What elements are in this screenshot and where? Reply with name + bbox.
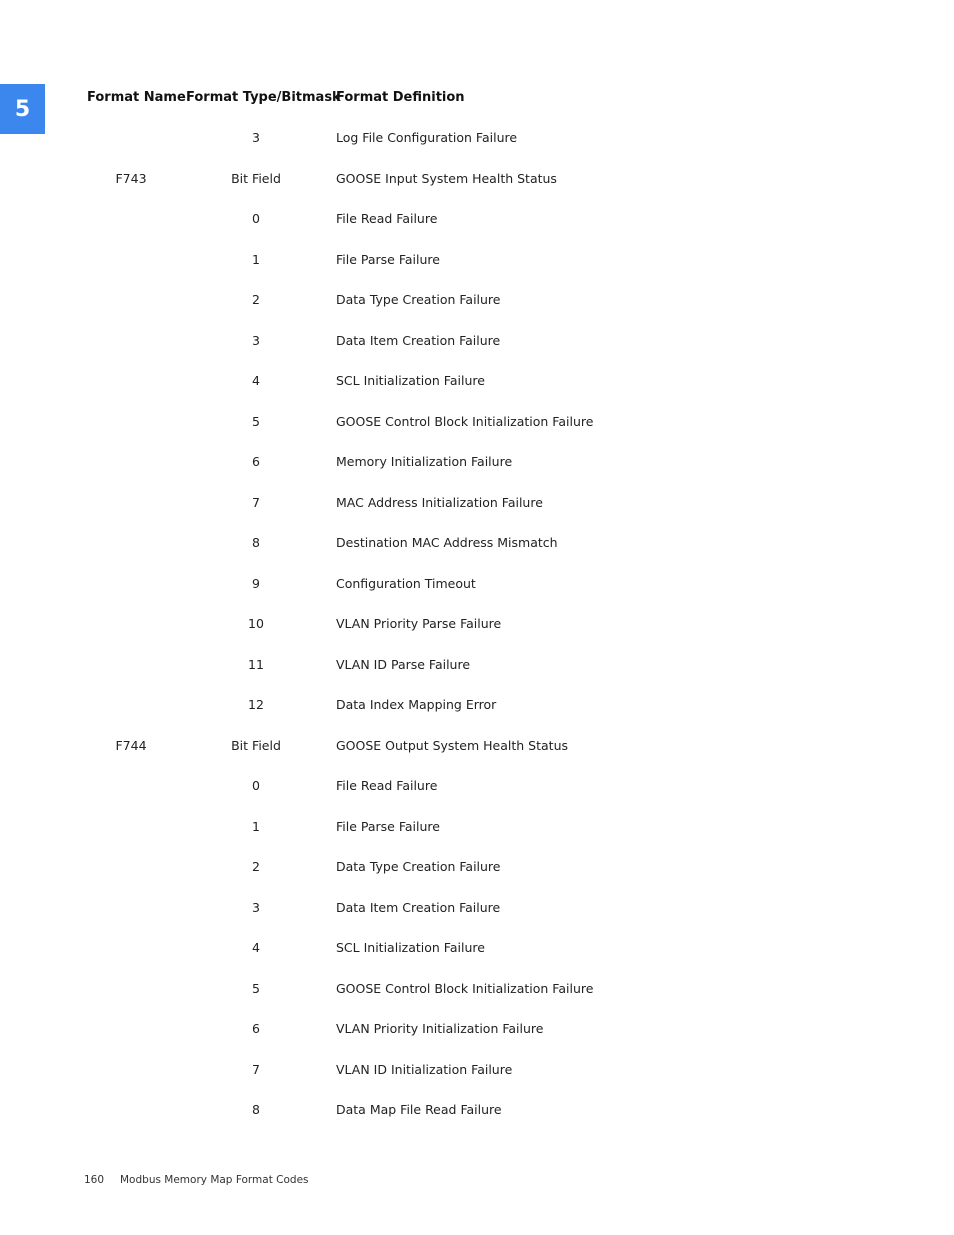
format-type-cell: 1 — [252, 251, 260, 267]
format-type-cell: 0 — [252, 211, 260, 226]
table-row — [0, 442, 954, 483]
format-definition-cell: GOOSE Output System Health Status — [336, 737, 569, 753]
format-type-cell: 11 — [248, 656, 264, 672]
format-name-cell: F743 — [115, 170, 147, 186]
table-row — [0, 240, 954, 281]
format-type-cell: Bit Field — [231, 737, 281, 753]
table-row — [0, 726, 954, 767]
chapter-tab: 5 — [0, 84, 45, 134]
format-definition-cell: Data Item Creation Failure — [336, 332, 501, 348]
format-type-cell: 4 — [252, 940, 260, 955]
format-definition-cell: Data Index Mapping Error — [336, 697, 497, 712]
format-definition-cell: Memory Initialization Failure — [336, 454, 513, 469]
format-type-cell: 7 — [252, 1061, 260, 1077]
format-definition-cell: GOOSE Control Block Initialization Failure — [336, 980, 594, 996]
format-definition-cell: File Read Failure — [336, 778, 438, 793]
table-row — [0, 280, 954, 321]
format-definition-cell: File Read Failure — [336, 211, 438, 226]
format-definition-cell: VLAN Priority Initialization Failure — [336, 1021, 544, 1036]
format-definition-cell: GOOSE Control Block Initialization Failure — [336, 413, 594, 429]
format-definition-cell: Data Item Creation Failure — [336, 899, 501, 915]
table-row — [0, 1009, 954, 1050]
format-table — [0, 118, 954, 1131]
header-format-definition: Format Definition — [336, 90, 465, 105]
format-definition-cell: SCL Initialization Failure — [336, 373, 485, 388]
format-type-cell: 0 — [252, 778, 260, 793]
format-definition-cell: Data Type Creation Failure — [336, 859, 501, 874]
format-type-cell: 10 — [248, 616, 264, 631]
format-definition-cell: File Parse Failure — [336, 818, 440, 834]
table-row — [0, 199, 954, 240]
format-type-cell: 9 — [252, 575, 260, 591]
format-definition-cell: VLAN Priority Parse Failure — [336, 616, 502, 631]
page-number: 160 — [84, 1174, 105, 1186]
format-definition-cell: VLAN ID Parse Failure — [336, 656, 471, 672]
format-definition-cell: SCL Initialization Failure — [336, 940, 485, 955]
table-row — [0, 361, 954, 402]
table-row — [0, 928, 954, 969]
table-row — [0, 118, 954, 159]
format-type-cell: Bit Field — [231, 170, 281, 186]
format-type-cell: 6 — [252, 454, 260, 469]
format-type-cell: 8 — [252, 535, 260, 550]
table-row — [0, 807, 954, 848]
footer-section-title: Modbus Memory Map Format Codes — [120, 1174, 309, 1186]
header-format-name: Format Name — [87, 90, 186, 105]
format-type-cell: 3 — [252, 899, 260, 915]
format-definition-cell: Configuration Timeout — [336, 575, 476, 591]
format-type-cell: 1 — [252, 818, 260, 834]
format-definition-cell: Log File Configuration Failure — [336, 130, 518, 145]
format-definition-cell: Data Type Creation Failure — [336, 292, 501, 307]
format-type-cell: 5 — [252, 980, 260, 996]
table-row — [0, 159, 954, 200]
format-name-cell: F744 — [115, 737, 147, 753]
format-definition-cell: Data Map File Read Failure — [336, 1102, 502, 1117]
table-row — [0, 1090, 954, 1131]
header-format-type: Format Type/Bitmask — [186, 90, 341, 105]
table-row — [0, 766, 954, 807]
table-row — [0, 685, 954, 726]
format-type-cell: 4 — [252, 373, 260, 388]
table-row — [0, 969, 954, 1010]
format-definition-cell: Destination MAC Address Mismatch — [336, 535, 558, 550]
table-row — [0, 645, 954, 686]
table-row — [0, 523, 954, 564]
format-definition-cell: MAC Address Initialization Failure — [336, 494, 543, 510]
format-type-cell: 12 — [248, 697, 264, 712]
table-row — [0, 564, 954, 605]
format-type-cell: 2 — [252, 859, 260, 874]
table-row — [0, 483, 954, 524]
format-type-cell: 6 — [252, 1021, 260, 1036]
format-type-cell: 5 — [252, 413, 260, 429]
format-definition-cell: File Parse Failure — [336, 251, 440, 267]
table-row — [0, 1050, 954, 1091]
table-row — [0, 604, 954, 645]
table-row — [0, 321, 954, 362]
format-definition-cell: GOOSE Input System Health Status — [336, 170, 557, 186]
table-row — [0, 847, 954, 888]
table-row — [0, 888, 954, 929]
format-type-cell: 3 — [252, 332, 260, 348]
format-type-cell: 8 — [252, 1102, 260, 1117]
table-row — [0, 402, 954, 443]
format-definition-cell: VLAN ID Initialization Failure — [336, 1061, 513, 1077]
format-type-cell: 2 — [252, 292, 260, 307]
format-type-cell: 7 — [252, 494, 260, 510]
format-type-cell: 3 — [252, 130, 260, 145]
